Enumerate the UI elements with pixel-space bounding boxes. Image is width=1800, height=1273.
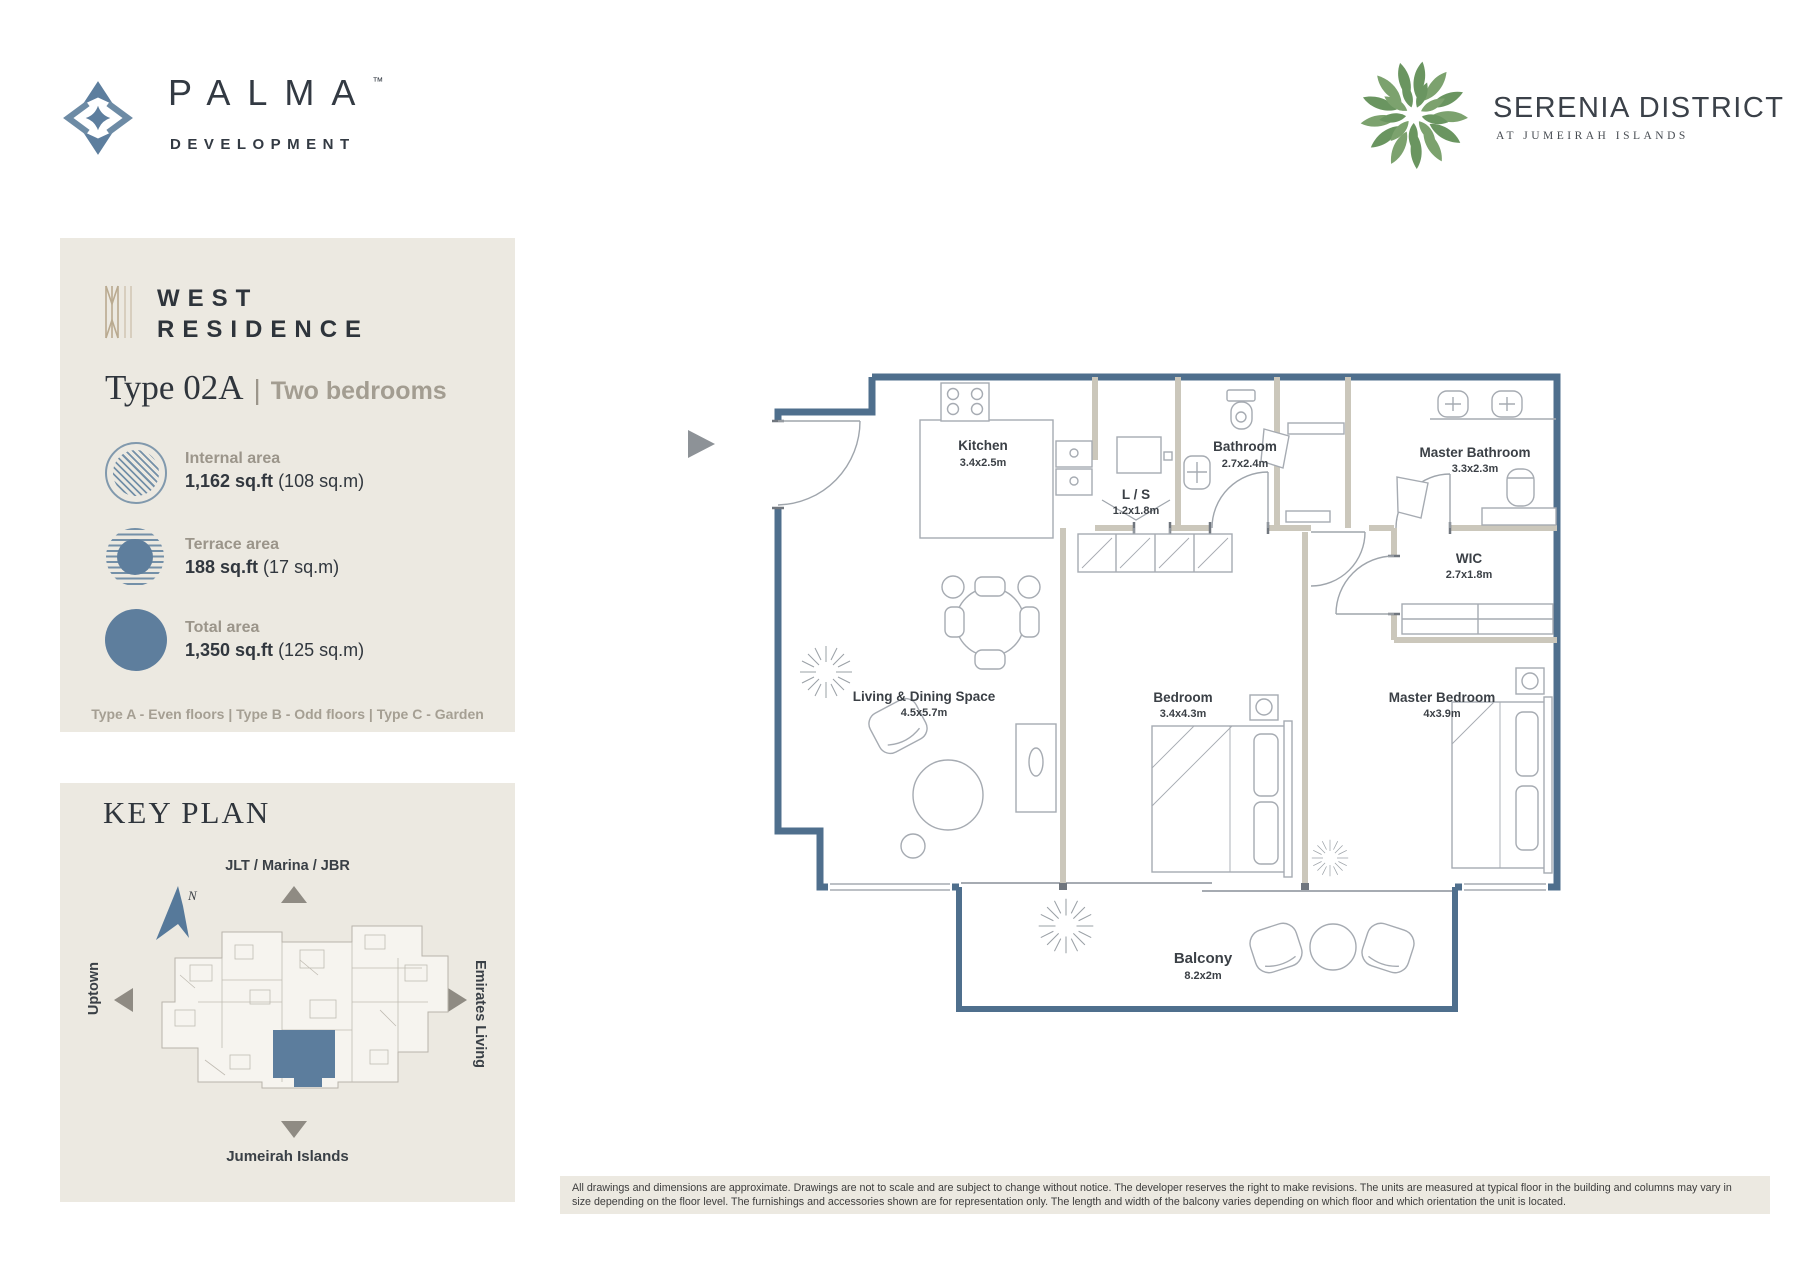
room-label-bathroom: Bathroom: [1213, 439, 1277, 454]
kitchen-appliances: [1056, 441, 1092, 495]
stat-label: Terrace area: [185, 536, 279, 553]
nightstand: [1250, 695, 1278, 720]
toilet-icon: [1227, 390, 1255, 429]
key-plan-title: KEY PLAN: [103, 795, 271, 830]
residence-name-line1: WEST: [157, 285, 259, 312]
stat-metric: (125 sq.m): [278, 640, 365, 660]
serenia-project-name: SERENIA DISTRICT: [1493, 92, 1785, 124]
palma-tagline: DEVELOPMENT: [170, 136, 356, 153]
direction-label-right: Emirates Living: [472, 960, 488, 1068]
dining-set: [942, 576, 1040, 669]
room-label-balcony: Balcony: [1173, 950, 1233, 967]
internal-area-stat: [185, 450, 364, 492]
down-triangle-icon: [281, 1121, 307, 1138]
room-dims-bedroom: 3.4x4.3m: [1159, 708, 1207, 720]
key-plan-mini-map: [60, 870, 515, 1102]
bath-counter: [1482, 508, 1556, 525]
striped-circle-icon: [106, 528, 164, 586]
nightstand: [1516, 668, 1544, 694]
sink-icon: [1184, 456, 1210, 489]
room-label-kitchen: Kitchen: [958, 438, 1008, 453]
hall-shelf: [1288, 423, 1344, 434]
stat-label: Internal area: [185, 450, 281, 467]
sliding-door: [961, 883, 1452, 891]
stat-metric: (108 sq.m): [278, 471, 365, 491]
wardrobe: [1078, 534, 1232, 572]
residence-name-line2: RESIDENCE: [157, 316, 370, 343]
disclaimer-bar: [560, 1176, 1770, 1214]
room-label-living: Living & Dining Space: [852, 689, 996, 704]
solid-circle-icon: [105, 609, 167, 671]
room-dims-living: 4.5x5.7m: [900, 707, 948, 719]
coffee-table: [913, 760, 983, 830]
trademark-symbol: ™: [372, 76, 384, 88]
stat-metric: (17 sq.m): [263, 557, 340, 577]
disclaimer-line1: All drawings and dimensions are approximate. Drawings are not to scale and are subject to change without notice. The developer reserves the right to make revisions. The units are measured at typical floor in the building and columns may vary in: [572, 1182, 1732, 1194]
balcony-chair: [1358, 920, 1417, 977]
column-mark: [1059, 883, 1067, 890]
palma-brand-name: PALMA™: [168, 72, 384, 113]
serenia-tagline: AT JUMEIRAH ISLANDS: [1496, 130, 1689, 142]
wardrobe-shelves: [1402, 604, 1553, 634]
room-dims-balcony: 8.2x2m: [1184, 970, 1222, 982]
hatched-circle-icon: [105, 442, 167, 504]
stat-value: 1,162 sq.ft: [185, 471, 274, 491]
closet-handle: [1164, 452, 1172, 460]
room-label-master-bathroom: Master Bathroom: [1419, 445, 1531, 460]
floor-plan-drawing: [580, 340, 1640, 1030]
room-label-ls: L / S: [1121, 487, 1151, 502]
room-dims-master-bathroom: 3.3x2.3m: [1451, 463, 1499, 475]
north-label: N: [188, 888, 197, 903]
room-dims-master-bedroom: 4x3.9m: [1423, 708, 1461, 720]
storage-closet: [1117, 437, 1161, 473]
column-mark: [1301, 883, 1309, 890]
stat-label: Total area: [185, 619, 260, 636]
direction-label-top: JLT / Marina / JBR: [225, 858, 350, 874]
stat-value: 188 sq.ft: [185, 557, 259, 577]
shower-head: [1397, 477, 1428, 518]
bedrooms-label: Two bedrooms: [270, 377, 447, 405]
room-dims-kitchen: 3.4x2.5m: [959, 457, 1007, 469]
room-dims-wic: 2.7x1.8m: [1445, 569, 1493, 581]
serenia-leaf-logo-icon: [1352, 53, 1476, 177]
balcony-chair: [1246, 920, 1305, 977]
north-arrow-icon: [156, 886, 198, 940]
direction-label-left: Uptown: [86, 962, 102, 1016]
room-label-master-bedroom: Master Bedroom: [1388, 690, 1496, 705]
room-dims-bathroom: 2.7x2.4m: [1221, 458, 1269, 470]
room-dims-ls: 1.2x1.8m: [1112, 505, 1160, 517]
side-table: [901, 834, 925, 858]
floor-types-note: Type A - Even floors | Type B - Odd floors | Type C - Garden: [91, 706, 484, 722]
stove-icon: [941, 383, 989, 421]
room-label-wic: WIC: [1455, 551, 1483, 566]
unit-type-label: Type 02A: [105, 368, 244, 407]
terrace-area-stat: [185, 536, 339, 578]
entry-arrow-icon: [688, 430, 715, 458]
room-label-bedroom: Bedroom: [1153, 690, 1213, 705]
stat-value: 1,350 sq.ft: [185, 640, 274, 660]
balcony-table: [1310, 924, 1356, 970]
double-sink-icons: [1438, 391, 1522, 417]
hall-shelf: [1286, 511, 1330, 522]
divider: |: [253, 374, 261, 405]
unit-type-row: [105, 368, 505, 408]
disclaimer-line2: size depending on the floor level. The furnishings and accessories shown are for representation only. The length and width of the balcony varies depending on which floor and which orientation the unit is located.: [572, 1195, 1566, 1208]
master-bed: [1452, 697, 1552, 873]
bed: [1152, 721, 1292, 877]
total-area-stat: [185, 619, 364, 661]
palma-logo-icon: [60, 78, 136, 158]
master-toilet-icon: [1507, 469, 1534, 506]
west-residence-icon: [103, 284, 143, 340]
direction-label-bottom: Jumeirah Islands: [226, 1148, 349, 1165]
tv-console: [1016, 724, 1056, 812]
